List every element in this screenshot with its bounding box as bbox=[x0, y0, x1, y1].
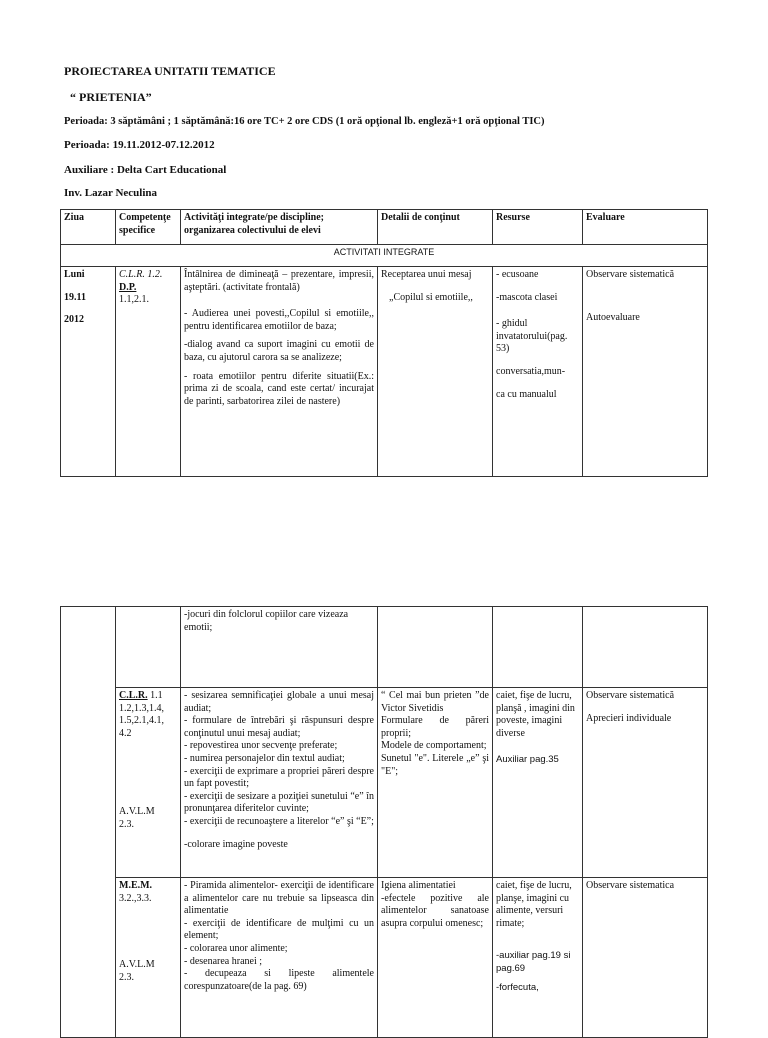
header-competences: Competenţe specifice bbox=[116, 210, 181, 245]
activities-cell bbox=[181, 878, 378, 1038]
teacher-name: Inv. Lazar Neculina bbox=[64, 187, 158, 199]
period-weeks: Perioada: 3 săptămâni ; 1 săptămână:16 ore TC+ 2 ore CDS (1 oră opţional lb. engleză+1 oră opţional TIC) bbox=[64, 116, 545, 127]
activities-cell bbox=[181, 267, 378, 477]
competence-avlm: A.V.L.M bbox=[119, 806, 155, 818]
competences-cell bbox=[116, 688, 181, 878]
activity-item: -jocuri din folclorul copiilor care vizeaza emotii; bbox=[184, 609, 349, 633]
activity-item: - desenarea hranei ; bbox=[184, 955, 263, 967]
resource-item: ca cu manualul bbox=[496, 388, 557, 400]
competence-dp: D.P. bbox=[119, 281, 137, 293]
activity-item: - formulare de întrebări şi răspunsuri despre conţinutul unui mesaj audiat; bbox=[184, 715, 374, 739]
activity-item: - exerciţii de identificare de mulţimi cu un element; bbox=[184, 917, 374, 942]
page-title: PROIECTAREA UNITATII TEMATICE bbox=[64, 64, 276, 78]
evaluation-cell bbox=[583, 878, 708, 1038]
content-item: Formulare de păreri proprii; bbox=[381, 715, 489, 739]
activity-item: - decupeaza si lipeste alimentele corespunzatoare(de la pag. 69) bbox=[184, 968, 374, 992]
content-cell bbox=[378, 607, 493, 688]
activity-item: - sesizarea semnificaţiei globale a unui mesaj audiat; bbox=[184, 690, 374, 714]
resources-cell bbox=[493, 267, 583, 477]
resource-item: -mascota clasei bbox=[496, 291, 558, 303]
resource-item: -forfecuta, bbox=[496, 981, 539, 993]
competence-code: M.E.M. bbox=[119, 880, 153, 891]
content-cell bbox=[378, 267, 493, 477]
header-activities: Activităţi integrate/pe discipline; organizarea colectivului de elevi bbox=[181, 210, 378, 245]
content-item: Sunetul "e". Literele „e” şi "E"; bbox=[381, 752, 489, 777]
day-cell-continued bbox=[61, 607, 116, 1038]
competence-avlm-number: 2.3. bbox=[119, 971, 134, 983]
competence-numbers: 3.2.,3.3. bbox=[119, 892, 152, 904]
competence-avlm: A.V.L.M bbox=[119, 959, 155, 971]
resource-item: -auxiliar pag.19 si pag.69 bbox=[496, 950, 571, 974]
activity-item: - roata emotiilor pentru diferite situatii(Ex.: prima zi de scoala, cand este certat/ incurajat de parinti, sarbatorirea zilei de nastere) bbox=[184, 370, 374, 407]
activity-item: -colorare imagine poveste bbox=[184, 838, 288, 850]
competence-numbers: 1.1,2.1. bbox=[119, 294, 149, 306]
evaluation-item: Aprecieri individuale bbox=[586, 712, 672, 724]
activity-item: - exerciţii de exprimare a propriei păreri despre un fapt povestit; bbox=[184, 765, 374, 790]
activity-item: - colorarea unor alimente; bbox=[184, 942, 288, 954]
evaluation-cell bbox=[583, 688, 708, 878]
competences-cell bbox=[116, 878, 181, 1038]
competence-code: C.L.R. bbox=[119, 690, 148, 701]
content-cell bbox=[378, 688, 493, 878]
day-date: 19.11 bbox=[64, 291, 86, 303]
competence-numbers: 1.1 1.2,1.3,1.4, 1.5,2.1,4.1, 4.2 bbox=[119, 690, 164, 739]
resource-item: - ecusoane bbox=[496, 269, 539, 280]
activity-item: - Audierea unei povesti,,Copilul si emotiile,, pentru identificarea emotiilor de baza; bbox=[184, 308, 374, 332]
activity-item: Întâlnirea de dimineaţă – prezentare, impresii, aşteptări. (activitate frontală) bbox=[184, 269, 374, 293]
content-item: -efectele pozitive ale alimentelor sanatoase asupra corpului omenesc; bbox=[381, 892, 489, 929]
day-year: 2012 bbox=[64, 314, 84, 326]
content-cell bbox=[378, 878, 493, 1038]
day-cell bbox=[61, 267, 116, 477]
resource-item: - ghidul invatatorului(pag. 53) bbox=[496, 318, 568, 355]
competences-cell bbox=[116, 607, 181, 688]
header-content-details: Detalii de conţinut bbox=[378, 210, 493, 245]
activities-cell bbox=[181, 607, 378, 688]
plan-table-top bbox=[60, 209, 708, 477]
resource-item: conversatia,mun- bbox=[496, 365, 566, 377]
activity-item: - exerciţii de sesizare a poziţiei sunetului “e” în pronunţarea diferitelor cuvinte; bbox=[184, 790, 374, 815]
content-item: “ Cel mai bun prieten ”de Victor Sivetidis bbox=[381, 690, 489, 714]
activity-item: - numirea personajelor din textul audiat; bbox=[184, 752, 345, 764]
header-resources: Resurse bbox=[493, 210, 583, 245]
evaluation-item: Observare sistematică bbox=[586, 690, 675, 701]
content-item: Igiena alimentatiei bbox=[381, 880, 456, 891]
competence-avlm-number: 2.3. bbox=[119, 818, 134, 830]
evaluation-item: Observare sistematica bbox=[586, 880, 675, 891]
activity-item: - exerciţii de recunoaştere a literelor “e” şi “E”; bbox=[184, 815, 374, 827]
resource-item: caiet, fişe de lucru, planşe, imagini cu alimente, versuri rimate; bbox=[496, 880, 572, 929]
period-dates: Perioada: 19.11.2012-07.12.2012 bbox=[64, 139, 215, 151]
activity-item: - Piramida alimentelor- exerciţii de identificare a alimentelor care nu trebuie sa lipseasca din alimentatie bbox=[184, 880, 374, 917]
evaluation-cell bbox=[583, 607, 708, 688]
competence-code: C.L.R. 1.2. bbox=[119, 269, 163, 280]
resource-item: caiet, fişe de lucru, planşă , imagini din poveste, imagini diverse bbox=[496, 690, 575, 739]
activity-item: -dialog avand ca suport imagini cu emotii de baza, cu ajutorul carora sa se analizeze; bbox=[184, 339, 374, 363]
resources-cell bbox=[493, 878, 583, 1038]
evaluation-cell bbox=[583, 267, 708, 477]
day-name: Luni bbox=[64, 269, 85, 280]
competences-cell bbox=[116, 267, 181, 477]
auxiliary-materials: Auxiliare : Delta Cart Educational bbox=[64, 164, 227, 176]
activity-item: - repovestirea unor secvenţe preferate; bbox=[184, 740, 338, 752]
resources-cell bbox=[493, 688, 583, 878]
content-item: „Copilul si emotiile,, bbox=[389, 291, 473, 303]
resource-item: Auxiliar pag.35 bbox=[496, 754, 559, 766]
plan-table-bottom bbox=[60, 606, 708, 1038]
header-day: Ziua bbox=[61, 210, 116, 245]
content-item: Receptarea unui mesaj bbox=[381, 269, 472, 280]
content-item: Modele de comportament; bbox=[381, 740, 487, 752]
activities-cell bbox=[181, 688, 378, 878]
integrated-activities-band: ACTIVITATI INTEGRATE bbox=[61, 245, 708, 267]
evaluation-item: Autoevaluare bbox=[586, 311, 640, 323]
header-evaluation: Evaluare bbox=[583, 210, 708, 245]
resources-cell bbox=[493, 607, 583, 688]
evaluation-item: Observare sistematică bbox=[586, 269, 675, 280]
theme-title: “ PRIETENIA” bbox=[70, 90, 152, 104]
